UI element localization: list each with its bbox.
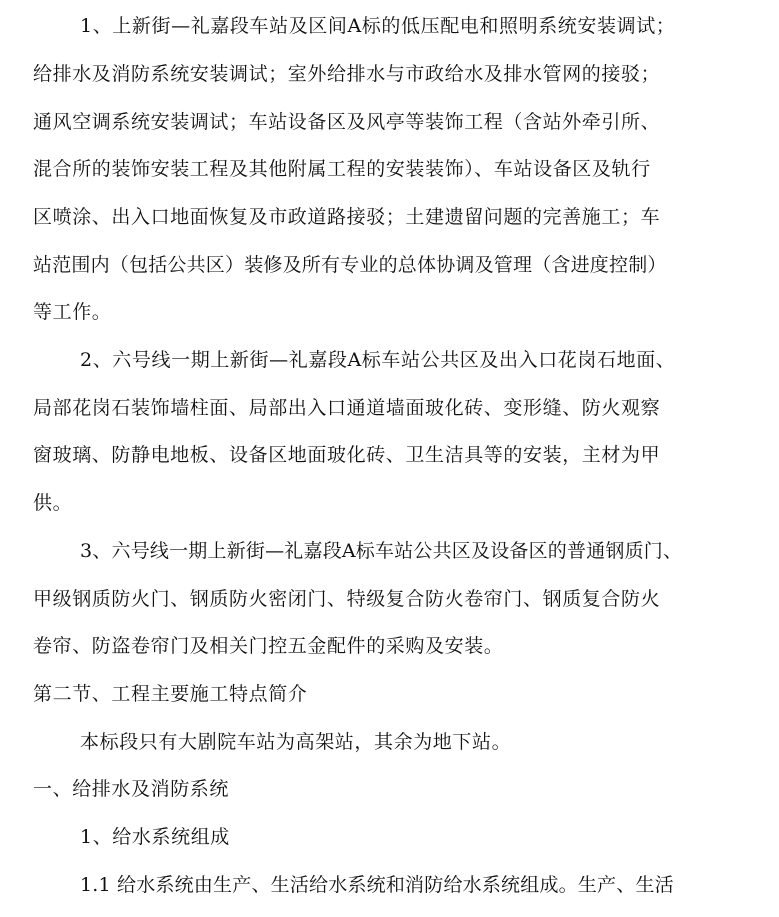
paragraph-1-line-7: 等工作。 xyxy=(33,301,112,323)
paragraph-3-line-3: 卷帘、防盗卷帘门及相关门控五金配件的采购及安装。 xyxy=(33,635,504,657)
paragraph-2-line-4: 供。 xyxy=(33,492,73,514)
section-heading: 第二节、工程主要施工特点简介 xyxy=(33,683,308,705)
paragraph-1-line-1: 1、上新街—礼嘉段车站及区间A标的低压配电和照明系统安装调试； xyxy=(80,15,676,37)
paragraph-2-line-2: 局部花岗石装饰墙柱面、局部出入口通道墙面玻化砖、变形缝、防火观察 xyxy=(33,397,661,419)
paragraph-1-line-2: 给排水及消防系统安装调试；室外给排水与市政给水及排水管网的接驳； xyxy=(33,63,661,85)
paragraph-3-line-2: 甲级钢质防火门、钢质防火密闭门、特级复合防火卷帘门、钢质复合防火 xyxy=(33,588,661,610)
paragraph-1-line-6: 站范围内（包括公共区）装修及所有专业的总体协调及管理（含进度控制） xyxy=(33,254,667,276)
subsection-heading: 一、给排水及消防系统 xyxy=(33,778,230,800)
paragraph-1-line-5: 区喷涂、出入口地面恢复及市政道路接驳；土建遗留问题的完善施工；车 xyxy=(33,206,661,228)
paragraph-1-line-4: 混合所的装饰安装工程及其他附属工程的安装装饰）、车站设备区及轨行 xyxy=(33,158,651,180)
item-heading: 1、给水系统组成 xyxy=(80,826,230,848)
section-intro: 本标段只有大剧院车站为高架站，其余为地下站。 xyxy=(80,731,512,753)
paragraph-2-line-1: 2、六号线一期上新街—礼嘉段A标车站公共区及出入口花岗石地面、 xyxy=(80,349,676,371)
paragraph-3-line-1: 3、六号线一期上新街—礼嘉段A标车站公共区及设备区的普通钢质门、 xyxy=(80,540,683,562)
paragraph-2-line-3: 窗玻璃、防静电地板、设备区地面玻化砖、卫生洁具等的安装，主材为甲 xyxy=(33,444,661,466)
item-body-line-1: 1.1 给水系统由生产、生活给水系统和消防给水系统组成。生产、生活 xyxy=(80,874,674,896)
paragraph-1-line-3: 通风空调系统安装调试；车站设备区及风亭等装饰工程（含站外牵引所、 xyxy=(33,111,661,133)
